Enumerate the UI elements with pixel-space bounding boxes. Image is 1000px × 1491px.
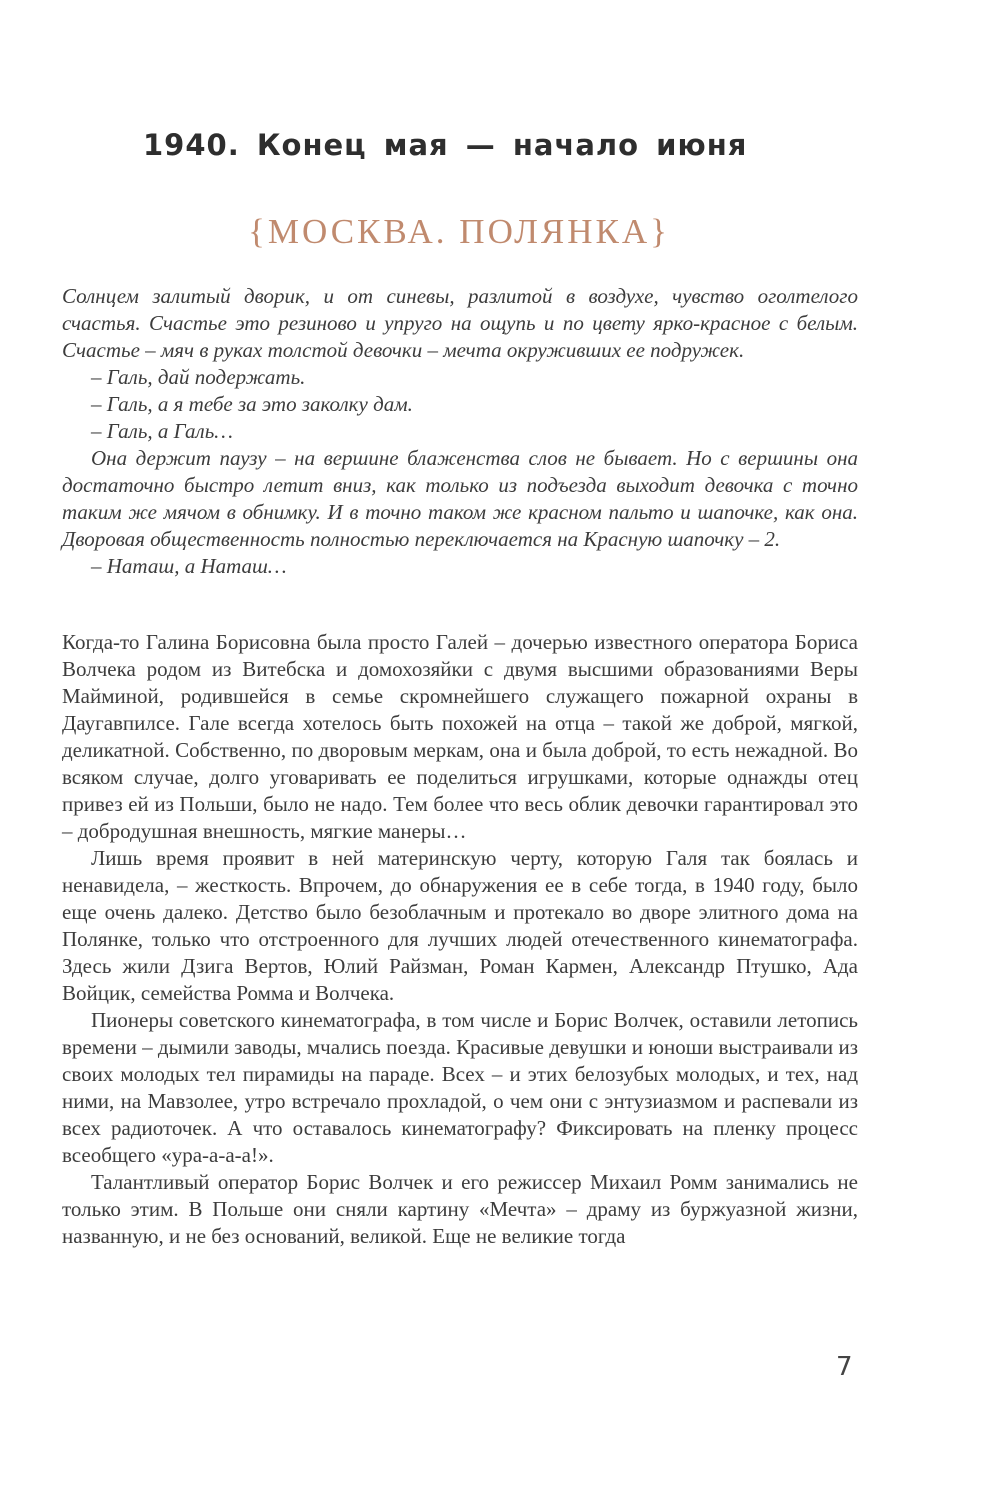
epigraph-dialogue-line: – Галь, а я тебе за это заколку дам. [91,392,413,416]
chapter-title: 1940. Конец мая — начало июня [143,128,748,162]
epigraph-dialogue-line: – Наташ, а Наташ… [91,554,287,578]
body-paragraph: Пионеры советского кинематографа, в том числе и Борис Волчек, оставили летопись времени – дымили заводы, мчались поезда. Красивые девушки и юноши выстраивали из своих молодых тел пирамиды на параде. Всех – и этих белозубых молодых, и тех, над ними, на Мавзолее, утро встречало прохладой, о чем они с энтузиазмом и распевали из всех радиоточек. А что оставалось кинематографу? Фиксировать на пленку процесс всеобщего «ура-а-а-а!». [62,1008,858,1167]
body-text [62,629,858,1250]
page-number: 7 [836,1352,853,1382]
epigraph [62,283,858,580]
body-paragraph: Талантливый оператор Борис Волчек и его режиссер Михаил Ромм занимались не только этим. В Польше они сняли картину «Мечта» – драму из буржуазной жизни, названную, и не без оснований, великой. Еще не великие тогда [62,1170,858,1248]
epigraph-paragraph: Солнцем залитый дворик, и от синевы, разлитой в воздухе, чувство оголтелого счастья. Счастье это резиново и упруго на ощупь и по цвету ярко-красное с белым. Счастье – мяч в руках толстой девочки – мечта окруживших ее подружек. [62,284,858,362]
epigraph-dialogue-line: – Галь, а Галь… [91,419,233,443]
epigraph-paragraph: Она держит паузу – на вершине блаженства слов не бывает. Но с вершины она достаточно быстро летит вниз, как только из подъезда выходит девочка с точно таким же мячом в обнимку. И в точно таком же красном пальто и шапочке, как она. Дворовая общественность полностью переключается на Красную шапочку – 2. [62,446,858,551]
body-paragraph: Когда-то Галина Борисовна была просто Галей – дочерью известного оператора Бориса Волчека родом из Витебска и домохозяйки с двумя высшими образованиями Веры Майминой, родившейся в семье скромнейшего служащего пожарной охраны в Даугавпилсе. Гале всегда хотелось быть похожей на отца – такой же доброй, мягкой, деликатной. Собственно, по дворовым меркам, она и была доброй, то есть нежадной. Во всяком случае, долго уговаривать ее поделиться игрушками, которые однажды отец привез ей из Польши, было не надо. Тем более что весь облик девочки гарантировал это – добродушная внешность, мягкие манеры… [62,630,858,843]
epigraph-dialogue-line: – Галь, дай подержать. [91,365,306,389]
body-paragraph: Лишь время проявит в ней материнскую черту, которую Галя так боялась и ненавидела, – жесткость. Впрочем, до обнаружения ее в себе тогда, в 1940 году, было еще очень далеко. Детство было безоблачным и протекало во дворе элитного дома на Полянке, только что отстроенного для лучших людей отечественного кинематографа. Здесь жили Дзига Вертов, Юлий Райзман, Роман Кармен, Александр Птушко, Ада Войцик, семейства Ромма и Волчека. [62,846,858,1005]
chapter-subtitle: {МОСКВА. ПОЛЯНКА} [248,212,670,251]
